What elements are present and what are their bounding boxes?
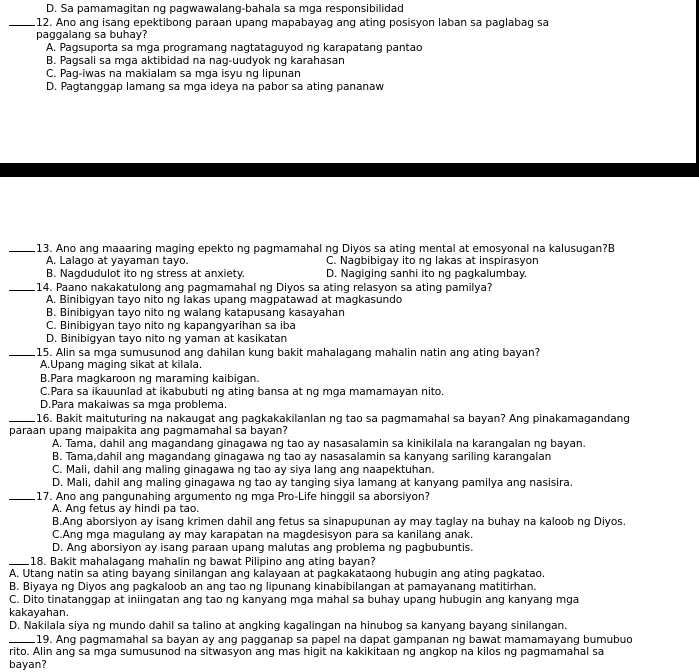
q18-stem	[9, 555, 376, 569]
q17-option-b: B.Ang aborsiyon ay isang krimen dahil ang fetus sa sinapupunan ay may taglay na buhay na kaloob ng Diyos.	[52, 516, 626, 528]
q14-option-b: B. Binibigyan tayo nito ng walang katapusang kasayahan	[46, 307, 345, 319]
q13-stem	[9, 242, 615, 256]
q14-option-d: D. Binibigyan tayo nito ng yaman at kasikatan	[46, 333, 288, 345]
q14-option-a: A. Binibigyan tayo nito ng lakas upang magpatawad at magkasundo	[46, 294, 403, 306]
q18-option-c-line1: C. Dito tinatanggap at iniingatan ang tao ng kanyang mga mahal sa buhay upang hubugin ang kanyang mga	[9, 594, 580, 606]
q12-stem-line1	[9, 16, 549, 30]
q16-answer-blank[interactable]	[9, 412, 35, 422]
q17-option-c: C.Ang mga magulang ay may karapatan na magdesisyon para sa kanilang anak.	[52, 529, 474, 541]
q16-option-b: B. Tama,dahil ang magandang ginagawa ng tao ay nasasalamin sa kanyang sariling karangalan	[52, 451, 552, 463]
q16-stem-text: 16. Bakit maituturing na nakaugat ang pagkakakilanlan ng tao sa pagmamahal sa bayan? Ang pinakamagandang	[36, 413, 630, 425]
q18-option-c-line2: kakayahan.	[9, 607, 69, 619]
q11-option-d: D. Sa pamamagitan ng pagwawalang-bahala sa mga responsibilidad	[46, 3, 404, 15]
q19-answer-blank[interactable]	[9, 633, 35, 643]
q16-option-d: D. Mali, dahil ang maling ginagawa ng tao ay tanging siya lamang at kanyang pamilya ang nasisira.	[52, 477, 573, 489]
q12-option-a: A. Pagsuporta sa mga programang nagtataguyod ng karapatang pantao	[46, 42, 423, 54]
q16-stem-line1	[9, 412, 630, 426]
q13-stem-text: 13. Ano ang maaaring maging epekto ng pagmamahal ng Diyos sa ating mental at emosyonal na kalusugan?B	[36, 243, 615, 255]
q16-option-a: A. Tama, dahil ang magandang ginagawa ng tao ay nasasalamin sa kinikilala na karangalan ng bayan.	[52, 438, 586, 450]
q12-option-c: C. Pag-iwas na makialam sa mga isyu ng lipunan	[46, 68, 301, 80]
q14-stem-text: 14. Paano nakakatulong ang pagmamahal ng Diyos sa ating relasyon sa ating pamilya?	[36, 282, 493, 294]
q14-stem	[9, 281, 492, 295]
q12-answer-blank[interactable]	[9, 16, 35, 26]
q15-option-c: C.Para sa ikauunlad at ikabubuti ng ating bansa at ng mga mamamayan nito.	[40, 386, 445, 398]
page-break-band	[0, 163, 699, 177]
q13-option-d: D. Nagiging sanhi ito ng pagkalumbay.	[326, 268, 527, 280]
q15-option-b: B.Para magkaroon ng maraming kaibigan.	[40, 373, 260, 385]
q16-stem-line2: paraan upang maipakita ang pagmamahal sa bayan?	[9, 425, 288, 437]
q13-option-b: B. Nagdudulot ito ng stress at anxiety.	[46, 268, 245, 280]
q19-stem-line2: rito. Alin ang sa mga sumusunod na sitwasyon ang mas higit na kakikitaan ng angkop na kilos ng pagmamahal sa	[9, 646, 605, 658]
q15-option-d: D.Para makaiwas sa mga problema.	[40, 399, 228, 411]
q14-option-c: C. Binibigyan tayo nito ng kapangyarihan sa iba	[46, 320, 296, 332]
q18-option-a: A. Utang natin sa ating bayang sinilangan ang kalayaan at pagkakataong hubugin ang ating pagkatao.	[9, 568, 545, 580]
q13-option-c: C. Nagbibigay ito ng lakas at inspirasyon	[326, 255, 539, 267]
q14-answer-blank[interactable]	[9, 281, 35, 291]
q18-stem-text: 18. Bakit mahalagang mahalin ng bawat Pilipino ang ating bayan?	[30, 556, 376, 568]
q19-stem-text: 19. Ang pagmamahal sa bayan ay ang pagganap sa papel na dapat gampanan ng bawat mamamayang bumubuo	[36, 634, 633, 646]
q17-stem-text: 17. Ano ang pangunahing argumento ng mga Pro-Life hinggil sa aborsiyon?	[36, 491, 430, 503]
q12-option-d: D. Pagtanggap lamang sa mga ideya na pabor sa ating pananaw	[46, 81, 384, 93]
q17-option-d: D. Ang aborsiyon ay isang paraan upang malutas ang problema ng pagbubuntis.	[52, 542, 474, 554]
q15-option-a: A.Upang maging sikat at kilala.	[40, 359, 203, 371]
q13-answer-blank[interactable]	[9, 242, 35, 252]
q17-option-a: A. Ang fetus ay hindi pa tao.	[52, 503, 200, 515]
q17-answer-blank[interactable]	[9, 490, 35, 500]
q17-stem	[9, 490, 430, 504]
q12-stem-text: 12. Ano ang isang epektibong paraan upang mapabayag ang ating posisyon laban sa paglabag sa	[36, 17, 549, 29]
q18-option-b: B. Biyaya ng Diyos ang pagkaloob an ang tao ng lipunang kinabibilangan at pamayanang matitirhan.	[9, 581, 537, 593]
q19-stem-line1	[9, 633, 633, 647]
q16-option-c: C. Mali, dahil ang maling ginagawa ng tao ay siya lang ang naapektuhan.	[52, 464, 435, 476]
q12-option-b: B. Pagsali sa mga aktibidad na nag-uudyok ng karahasan	[46, 55, 345, 67]
q15-answer-blank[interactable]	[9, 346, 35, 356]
q12-stem-line2: paggalang sa buhay?	[36, 29, 148, 41]
q15-stem	[9, 346, 540, 360]
q13-option-a: A. Lalago at yayaman tayo.	[46, 255, 189, 267]
q18-option-d: D. Nakilala siya ng mundo dahil sa talino at angking kagalingan na hinubog sa kanyang bayang sinilangan.	[9, 620, 568, 632]
q15-stem-text: 15. Alin sa mga sumusunod ang dahilan kung bakit mahalagang mahalin natin ang ating bayan?	[36, 347, 541, 359]
q19-stem-line3: bayan?	[9, 659, 47, 671]
q18-answer-blank[interactable]	[9, 555, 29, 565]
